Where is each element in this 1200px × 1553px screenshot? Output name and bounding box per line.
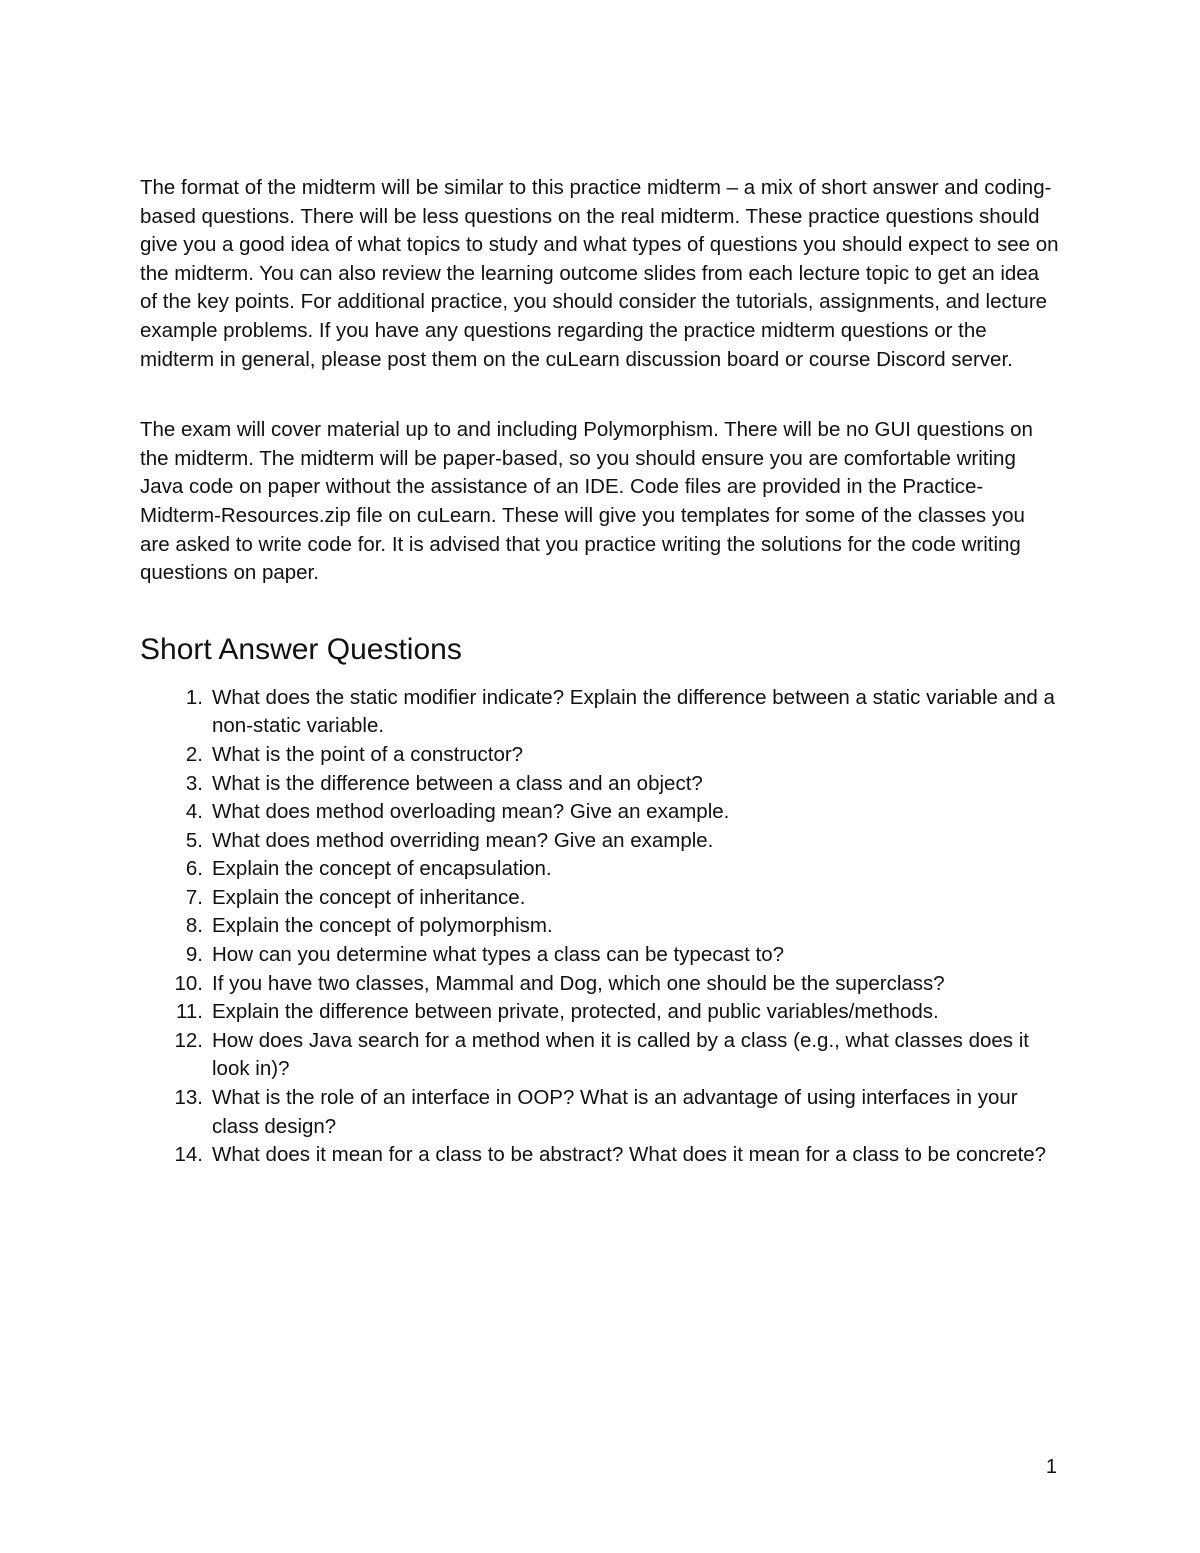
question-text: What is the point of a constructor? — [212, 742, 524, 766]
question-text: How can you determine what types a class can be typecast to? — [212, 943, 785, 967]
question-number: 3. — [185, 771, 203, 795]
question-number: 9. — [185, 943, 203, 967]
question-item — [140, 855, 1060, 884]
question-item — [140, 1141, 1060, 1170]
question-number: 8. — [185, 914, 203, 938]
question-item — [140, 884, 1060, 913]
question-item — [140, 1027, 1060, 1084]
question-number: 6. — [185, 857, 203, 881]
question-text: Explain the concept of inheritance. — [212, 885, 526, 909]
question-text: How does Java search for a method when it is called by a class (e.g., what classes does it look in)? — [212, 1028, 1029, 1081]
question-text: What is the role of an interface in OOP? What is an advantage of using interfaces in your class design? — [212, 1086, 1018, 1138]
question-text: What does method overloading mean? Give an example. — [212, 800, 730, 824]
section-heading-short-answer: Short Answer Questions — [140, 632, 462, 666]
question-item — [140, 827, 1060, 856]
page-content — [140, 174, 1060, 1170]
question-item — [140, 741, 1060, 770]
intro-paragraph-coverage: The exam will cover material up to and including Polymorphism. There will be no GUI questions on the midterm. The midterm will be paper-based, so you should ensure you are comfortable writing Java code on paper without the assistance of an IDE. Code files are provided in the Practice-Midterm-Resources.zip file on cuLearn. These will give you templates for some of the classes you are asked to write code for. It is advised that you practice writing the solutions for the code writing questions on paper. — [140, 418, 1033, 585]
question-item — [140, 798, 1060, 827]
page-number: 1 — [1045, 1456, 1057, 1478]
question-number: 14. — [174, 1143, 203, 1167]
question-number: 4. — [185, 800, 203, 824]
question-number: 1. — [185, 685, 203, 709]
question-number: 11. — [176, 1000, 203, 1024]
question-number: 12. — [174, 1028, 203, 1052]
question-list — [140, 684, 1060, 1170]
question-text: Explain the difference between private, protected, and public variables/methods. — [212, 1000, 939, 1024]
question-number: 13. — [174, 1086, 203, 1110]
question-number: 10. — [174, 971, 203, 995]
question-text: What does method overriding mean? Give an example. — [212, 828, 714, 852]
question-text: What does it mean for a class to be abstract? What does it mean for a class to be concrete? — [212, 1143, 1047, 1167]
question-item — [140, 1084, 1060, 1141]
question-text: What is the difference between a class and an object? — [212, 771, 703, 795]
question-item — [140, 998, 1060, 1027]
question-item — [140, 770, 1060, 799]
question-text: Explain the concept of polymorphism. — [212, 914, 553, 938]
question-text: If you have two classes, Mammal and Dog, which one should be the superclass? — [212, 971, 945, 995]
intro-paragraph-format: The format of the midterm will be similar to this practice midterm – a mix of short answer and coding-based questions. There will be less questions on the real midterm. These practice questions should give you a good idea of what topics to study and what types of questions you should expect to see on the midterm. You can also review the learning outcome slides from each lecture topic to get an idea of the key points. For additional practice, you should consider the tutorials, assignments, and lecture example problems. If you have any questions regarding the practice midterm questions or the midterm in general, please post them on the cuLearn discussion board or course Discord server. — [140, 176, 1059, 371]
question-item — [140, 941, 1060, 970]
question-text: Explain the concept of encapsulation. — [212, 857, 552, 881]
question-item — [140, 970, 1060, 999]
question-item — [140, 684, 1060, 741]
question-item — [140, 912, 1060, 941]
question-number: 5. — [185, 828, 203, 852]
question-text: What does the static modifier indicate? Explain the difference between a static variable and a non-static variable. — [212, 685, 1055, 738]
question-number: 7. — [185, 885, 203, 909]
question-number: 2. — [185, 742, 203, 766]
